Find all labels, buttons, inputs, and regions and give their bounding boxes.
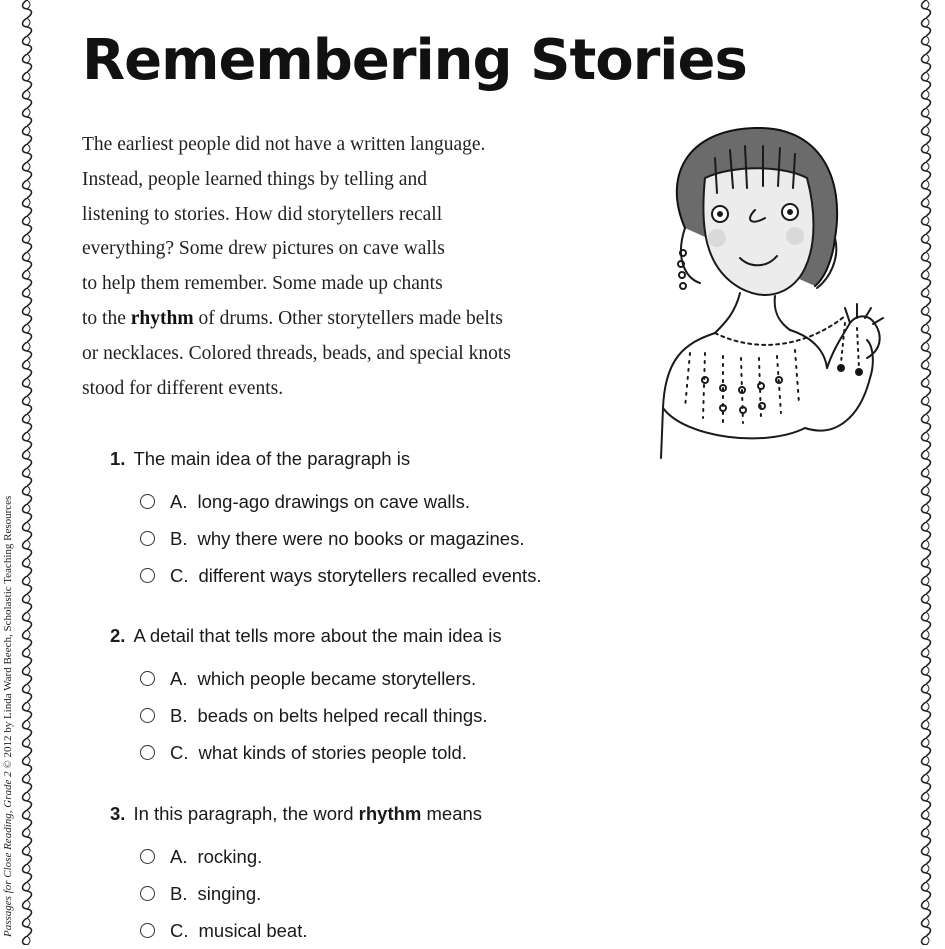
answer-option-a[interactable] (140, 838, 482, 875)
question-2 (110, 625, 502, 771)
answer-option-b[interactable] (140, 875, 482, 912)
option-letter: C. (170, 741, 189, 763)
option-letter: C. (170, 919, 189, 941)
answer-option-c[interactable] (140, 557, 542, 594)
question-text: means (421, 803, 483, 824)
question-3 (110, 803, 482, 949)
left-chain-border (20, 0, 34, 945)
question-stem (110, 625, 502, 647)
question-1 (110, 448, 542, 594)
answer-option-b[interactable] (140, 520, 542, 557)
option-letter: B. (170, 704, 188, 726)
passage-line: listening to stories. How did storytellers recall (82, 203, 443, 225)
option-text: musical beat. (198, 919, 308, 941)
radio-circle-icon[interactable] (140, 671, 155, 686)
question-text: The main idea of the paragraph is (133, 448, 411, 469)
vocab-word-rhythm: rhythm (358, 803, 422, 824)
option-letter: A. (170, 845, 188, 867)
option-text: which people became storytellers. (197, 667, 477, 689)
option-letter: A. (170, 667, 188, 689)
option-text: rocking. (197, 845, 263, 867)
option-text: beads on belts helped recall things. (197, 704, 488, 726)
answer-option-a[interactable] (140, 483, 542, 520)
option-text: different ways storytellers recalled events. (198, 564, 542, 586)
answer-option-a[interactable] (140, 660, 502, 697)
radio-circle-icon[interactable] (140, 886, 155, 901)
answer-option-c[interactable] (140, 912, 482, 949)
side-credit (2, 377, 14, 937)
radio-circle-icon[interactable] (140, 745, 155, 760)
radio-circle-icon[interactable] (140, 708, 155, 723)
question-text: In this paragraph, the word (133, 803, 359, 824)
question-number: 2. (110, 625, 126, 646)
credit-copyright: © 2012 by Linda Ward Beech, Scholastic Teaching Resources (2, 495, 14, 769)
page-title: Remembering Stories (82, 28, 747, 93)
passage-line (82, 302, 622, 337)
reading-passage (82, 128, 622, 406)
right-chain-border (919, 0, 933, 945)
passage-text: of drums. Other storytellers made belts (193, 307, 503, 329)
option-letter: A. (170, 490, 188, 512)
passage-line: to help them remember. Some made up chants (82, 273, 443, 295)
passage-line: The earliest people did not have a written language. (82, 134, 486, 155)
radio-circle-icon[interactable] (140, 849, 155, 864)
question-stem (110, 448, 542, 470)
option-text: what kinds of stories people told. (198, 741, 467, 763)
passage-line: or necklaces. Colored threads, beads, and special knots (82, 342, 511, 364)
answer-option-b[interactable] (140, 697, 502, 734)
radio-circle-icon[interactable] (140, 568, 155, 583)
passage-text: to the (82, 307, 131, 329)
passage-line: Instead, people learned things by telling and (82, 168, 427, 190)
option-letter: C. (170, 564, 189, 586)
vocab-word-rhythm: rhythm (130, 307, 194, 329)
option-text: singing. (197, 882, 262, 904)
question-stem (110, 803, 482, 825)
option-letter: B. (170, 882, 188, 904)
passage-line: everything? Some drew pictures on cave walls (82, 238, 445, 260)
option-text: why there were no books or magazines. (197, 527, 525, 549)
radio-circle-icon[interactable] (140, 531, 155, 546)
credit-source: Passages for Close Reading, Grade 2 (2, 771, 14, 937)
passage-line: stood for different events. (82, 377, 284, 399)
question-text: A detail that tells more about the main idea is (133, 625, 502, 646)
question-number: 3. (110, 803, 126, 824)
answer-option-c[interactable] (140, 734, 502, 771)
option-text: long-ago drawings on cave walls. (197, 490, 470, 512)
option-letter: B. (170, 527, 188, 549)
girl-with-necklace-illustration (645, 118, 895, 478)
question-number: 1. (110, 448, 126, 469)
radio-circle-icon[interactable] (140, 494, 155, 509)
radio-circle-icon[interactable] (140, 923, 155, 938)
